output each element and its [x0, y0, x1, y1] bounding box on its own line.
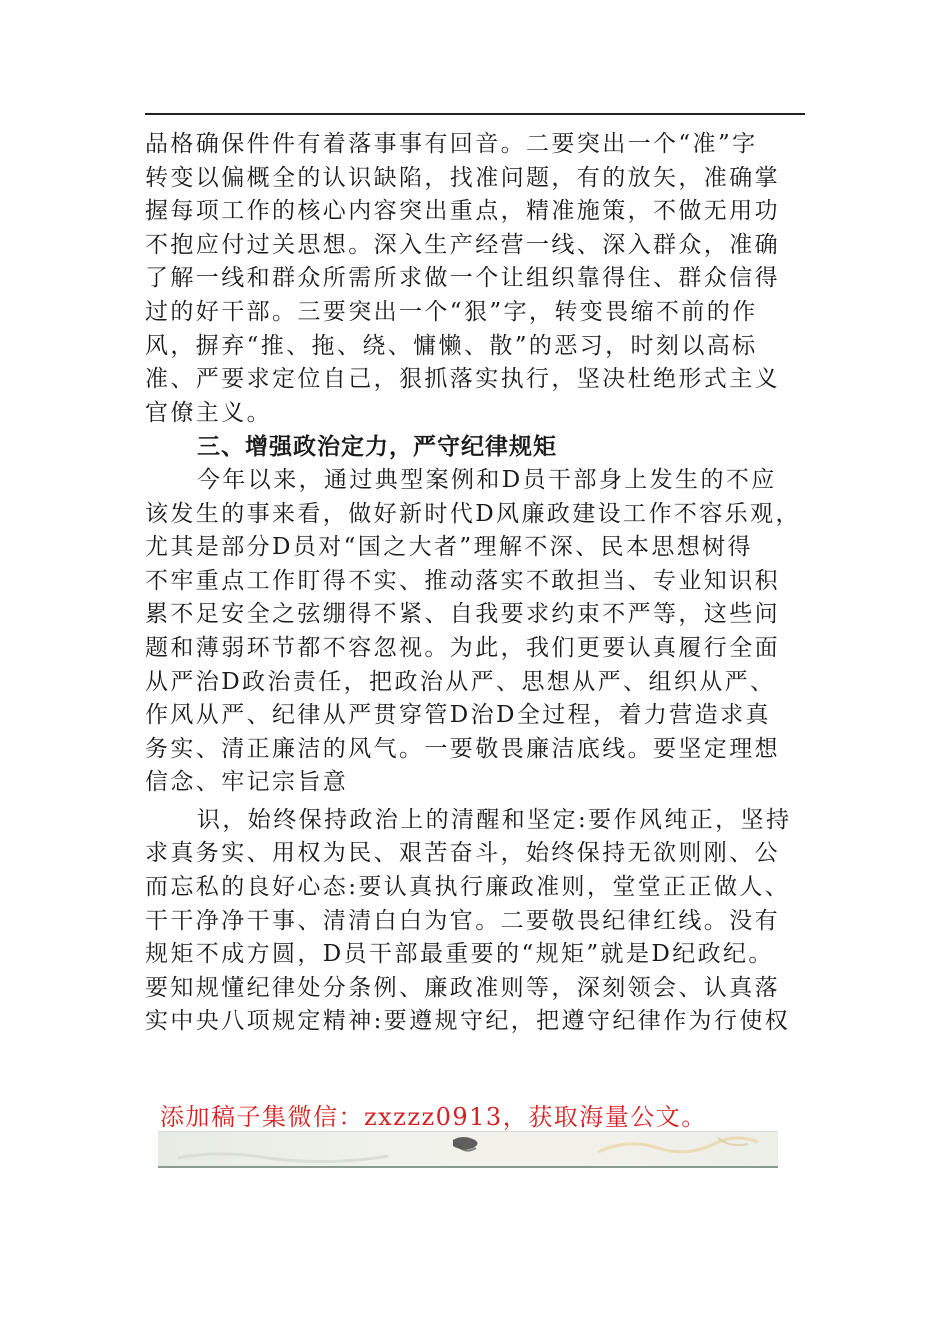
text-line: 准、严要求定位自己，狠抓落实执行，坚决杜绝形式主义 — [145, 366, 780, 393]
text-line: 过的好干部。三要突出一个“狠”字，转变畏缩不前的作 — [145, 298, 758, 325]
text-line: 要知规懂纪律处分条例、廉政准则等，深刻领会、认真落 — [145, 974, 780, 1001]
text-line: 题和薄弱环节都不容忽视。为此，我们更要认真履行全面 — [145, 634, 780, 661]
text-line: 尤其是部分D员对“国之大者”理解不深、民本思想树得 — [145, 534, 753, 561]
text-line: 信念、牢记宗旨意 — [145, 769, 349, 796]
promo-text: 添加稿子集微信：zxzzz0913，获取海量公文。 — [160, 1103, 707, 1131]
text-line: 规矩不成方圆，D员干部最重要的“规矩”就是D纪政纪。 — [145, 941, 774, 968]
text-line: 求真务实、用权为民、艰苦奋斗，始终保持无欲则刚、公 — [145, 840, 780, 867]
header-rule — [145, 113, 805, 115]
text-line: 握每项工作的核心内容突出重点，精准施策，不做无用功 — [145, 198, 780, 225]
text-line: 风，摒弃“推、拖、绕、慵懒、散”的恶习，时刻以高标 — [145, 332, 758, 359]
text-line: 今年以来，通过典型案例和D员干部身上发生的不应 — [197, 466, 777, 493]
text-line: 作风从严、纪律从严贯穿管D治D全过程，着力营造求真 — [145, 702, 771, 729]
text-line: 不抱应付过关思想。深入生产经营一线、深入群众，准确 — [145, 231, 780, 258]
text-line: 识，始终保持政治上的清醒和坚定:要作风纯正，坚持 — [197, 806, 792, 833]
text-line: 而忘私的良好心态:要认真执行廉政准则，堂堂正正做人、 — [145, 874, 791, 901]
ink-landscape-icon — [158, 1132, 778, 1166]
text-line: 务实、清正廉洁的风气。一要敬畏廉洁底线。要坚定理想 — [145, 735, 780, 762]
text-line: 实中央八项规定精神:要遵规守纪，把遵守纪律作为行使权 — [145, 1008, 791, 1035]
document-body — [145, 128, 817, 1039]
text-line: 干干净净干事、清清白白为官。二要敬畏纪律红线。没有 — [145, 907, 780, 934]
section-heading: 三、增强政治定力，严守纪律规矩 — [197, 433, 557, 461]
text-line: 累不足安全之弦绷得不紧、自我要求约束不严等，这些问 — [145, 601, 780, 628]
text-line: 了解一线和群众所需所求做一个让组织靠得住、群众信得 — [145, 265, 780, 292]
text-line: 从严治D政治责任，把政治从严、思想从严、组织从严、 — [145, 668, 776, 695]
decorative-banner-image — [158, 1131, 778, 1168]
text-line: 该发生的事来看，做好新时代D风廉政建设工作不容乐观， — [145, 500, 801, 527]
text-line: 官僚主义。 — [145, 399, 272, 426]
text-line: 转变以偏概全的认识缺陷，找准问题，有的放矢，准确掌 — [145, 164, 780, 191]
text-line: 不牢重点工作盯得不实、推动落实不敢担当、专业知识积 — [145, 567, 780, 594]
text-line: 品格确保件件有着落事事有回音。二要突出一个“准”字 — [145, 131, 758, 157]
